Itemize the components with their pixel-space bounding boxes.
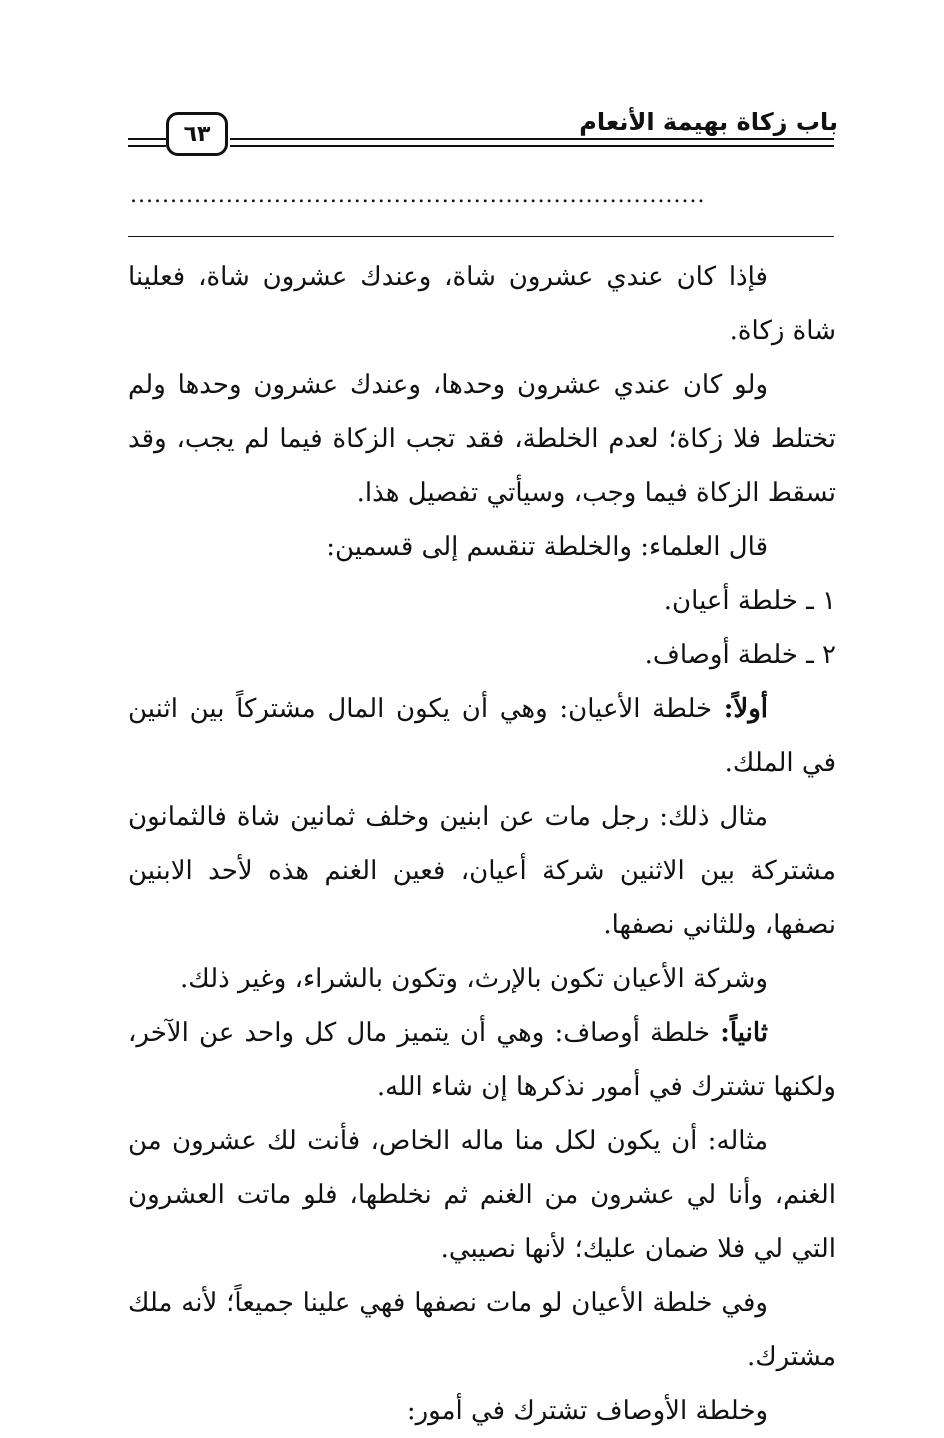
header-rule-right (230, 138, 834, 147)
first-label: أولاً: (723, 694, 768, 724)
paragraph-second-example: مثاله: أن يكون لكل منا ماله الخاص، فأنت لك عشرون من الغنم، وأنا لي عشرون من الغنم ثم نخلطها، فلو ماتت العشرون التي لي فلا ضمان عليك؛ لأنها نصيبي. (128, 1126, 836, 1264)
paragraph-second-type (128, 1006, 836, 1114)
page-header (128, 104, 840, 164)
paragraph-1: فإذا كان عندي عشرون شاة، وعندك عشرون شاة، فعلينا شاة زكاة. (128, 262, 836, 346)
paragraph-first-type (128, 682, 836, 790)
paragraph-comparison: وفي خلطة الأعيان لو مات نصفها فهي علينا جميعاً؛ لأنه ملك مشترك. (128, 1288, 836, 1372)
page-body (128, 250, 836, 1438)
footnote-separator-line (128, 236, 834, 237)
dotted-separator: ........................................................................ (130, 184, 706, 208)
list-item-2: ٢ ـ خلطة أوصاف. (644, 640, 836, 670)
header-rule-left (128, 138, 166, 147)
list-item-1: ١ ـ خلطة أعيان. (663, 586, 836, 616)
second-text: خلطة أوصاف: وهي أن يتميز مال كل واحد عن الآخر، ولكنها تشترك في أمور نذكرها إن شاء الله. (128, 1018, 836, 1102)
paragraph-example: مثال ذلك: رجل مات عن ابنين وخلف ثمانين شاة فالثمانون مشتركة بين الاثنين شركة أعيان، فعين الغنم هذه لأحد الابنين نصفها، وللثاني نصفها. (128, 802, 836, 940)
paragraph-3: قال العلماء: والخلطة تنقسم إلى قسمين: (326, 532, 768, 562)
first-text: خلطة الأعيان: وهي أن يكون المال مشتركاً بين اثنين في الملك. (128, 694, 836, 778)
chapter-title: باب زكاة بهيمة الأنعام (579, 108, 838, 136)
second-label: ثانياً: (720, 1018, 768, 1048)
paragraph-ownership: وشركة الأعيان تكون بالإرث، وتكون بالشراء، وغير ذلك. (180, 964, 768, 994)
page-number: ٦٣ (166, 112, 228, 156)
paragraph-final: وخلطة الأوصاف تشترك في أمور: (406, 1396, 768, 1426)
paragraph-2: ولو كان عندي عشرون وحدها، وعندك عشرون وحدها ولم تختلط فلا زكاة؛ لعدم الخلطة، فقد تجب الزكاة فيما لم يجب، وقد تسقط الزكاة فيما وجب، وسيأتي تفصيل هذا. (128, 370, 836, 508)
